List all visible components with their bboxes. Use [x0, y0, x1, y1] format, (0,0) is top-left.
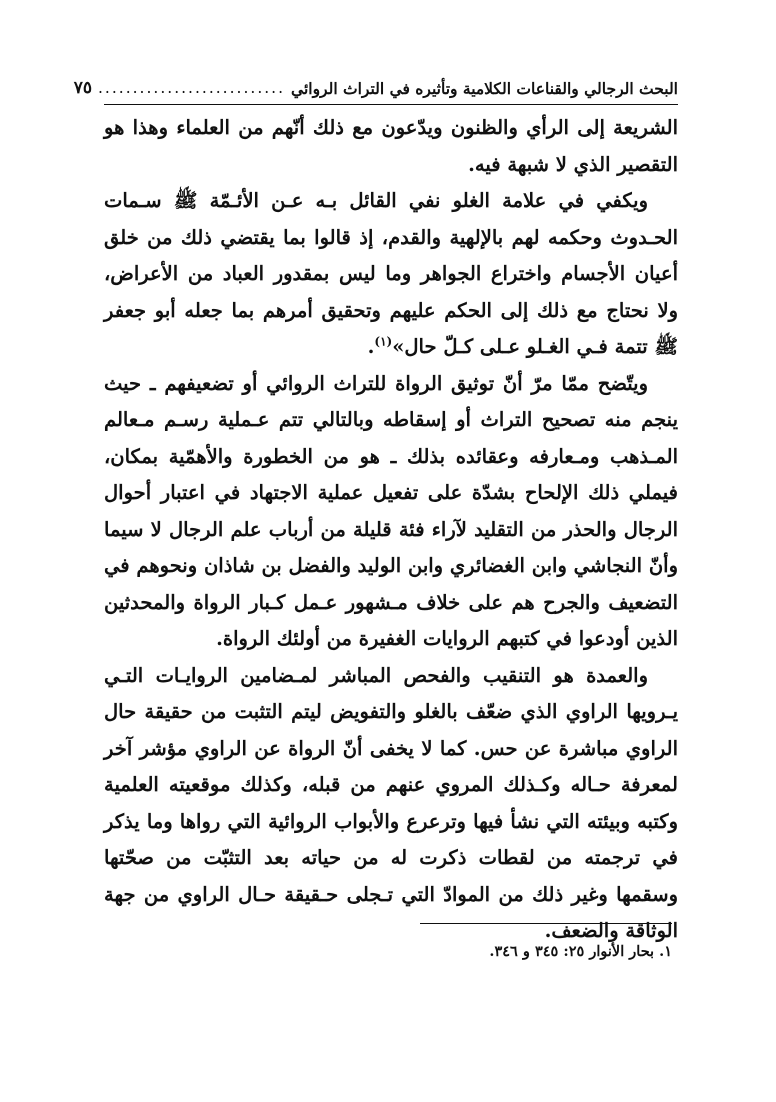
footnote-reference[interactable]: (١): [374, 334, 393, 349]
paragraph-text: ويكفي في علامة الغلو نفي القائل بـه عـن الأئـمّة ﷺ سـمات الحـدوث وحكمه لهم بالإلهية والقدم، إذ قالوا بما يقتضي ذلك من خلق أعيان الأجسام واختراع الجواهر وما ليس بمقدور العباد من الأعراض، ولا نحتاج مع ذلك إلى الحكم عليهم وتحقيق أمرهم بما جعله أبو جعفر ﷺ تتمة فـي الغـلو عـلى كـلّ حال»: [104, 189, 678, 358]
paragraph-text: والعمدة هو التنقيب والفحص المباشر لمـضامين الروايـات التـي يـرويها الراوي الذي ضعّف بالغلو والتفويض ليتم التثبت من حقيقة حال الراوي مباشرة عن حس. كما لا يخفى أنّ الرواة عن الراوي مؤشر آخر لمعرفة حـاله وكـذلك المروي عنهم من قبله، وكذلك موقعيته العلمية وكتبه وبيئته التي نشأ فيها وترعرع والأبواب الروائية التي رواها وما يذكر في ترجمته من لقطات ذكرت له من حياته بعد التثبّت من صحّتها وسقمها وغير ذلك من الموادّ التي تـجلى حـقيقة حـال الراوي من جهة الوثاقة والضعف.: [104, 663, 678, 942]
paragraph: [104, 110, 678, 183]
paragraph-text-end: .: [367, 335, 375, 358]
page-header: [73, 74, 678, 102]
running-title: البحث الرجالي والقناعات الكلامية وتأثيره في التراث الروائي: [291, 78, 678, 98]
paragraph: [104, 658, 678, 950]
footnote-text: ١. بحار الأنوار ٢٥: ٣٤٥ و ٣٤٦.: [489, 943, 672, 960]
paragraph: [104, 366, 678, 658]
footnote-separator: [420, 923, 672, 924]
body-text: [104, 110, 678, 950]
paragraph: [104, 183, 678, 366]
footnote: [98, 940, 672, 964]
header-dot-leader: ...........................: [98, 79, 286, 97]
paragraph-text: الشريعة إلى الرأي والظنون ويدّعون مع ذلك أنّهم من العلماء وهذا هو التقصير الذي لا شبهة فيه.: [104, 116, 678, 176]
paragraph-text: ويتّضح ممّا مرّ أنّ توثيق الرواة للتراث الروائي أو تضعيفهم ـ حيث ينجم منه تصحيح التراث أو إسقاطه وبالتالي تتم عـملية رسـم مـعالم المـذهب ومـعارفه وعقائده بذلك ـ هو من الخطورة والأهمّية بمكان، فيملي ذلك الإلحاح بشدّة على تفعيل عملية الاجتهاد في اعتبار أحوال الرجال والحذر من التقليد لآراء فئة قليلة من أرباب علم الرجال لا سيما وأنّ النجاشي وابن الغضائري وابن الوليد والفضل بن شاذان ونحوهم في التضعيف والجرح هم على خلاف مـشهور عـمل كـبار الرواة والمحدثين الذين أودعوا في كتبهم الروايات الغفيرة من أولئك الرواة.: [104, 371, 678, 650]
page-number: ٧٥: [73, 78, 92, 98]
header-rule: [104, 104, 678, 105]
